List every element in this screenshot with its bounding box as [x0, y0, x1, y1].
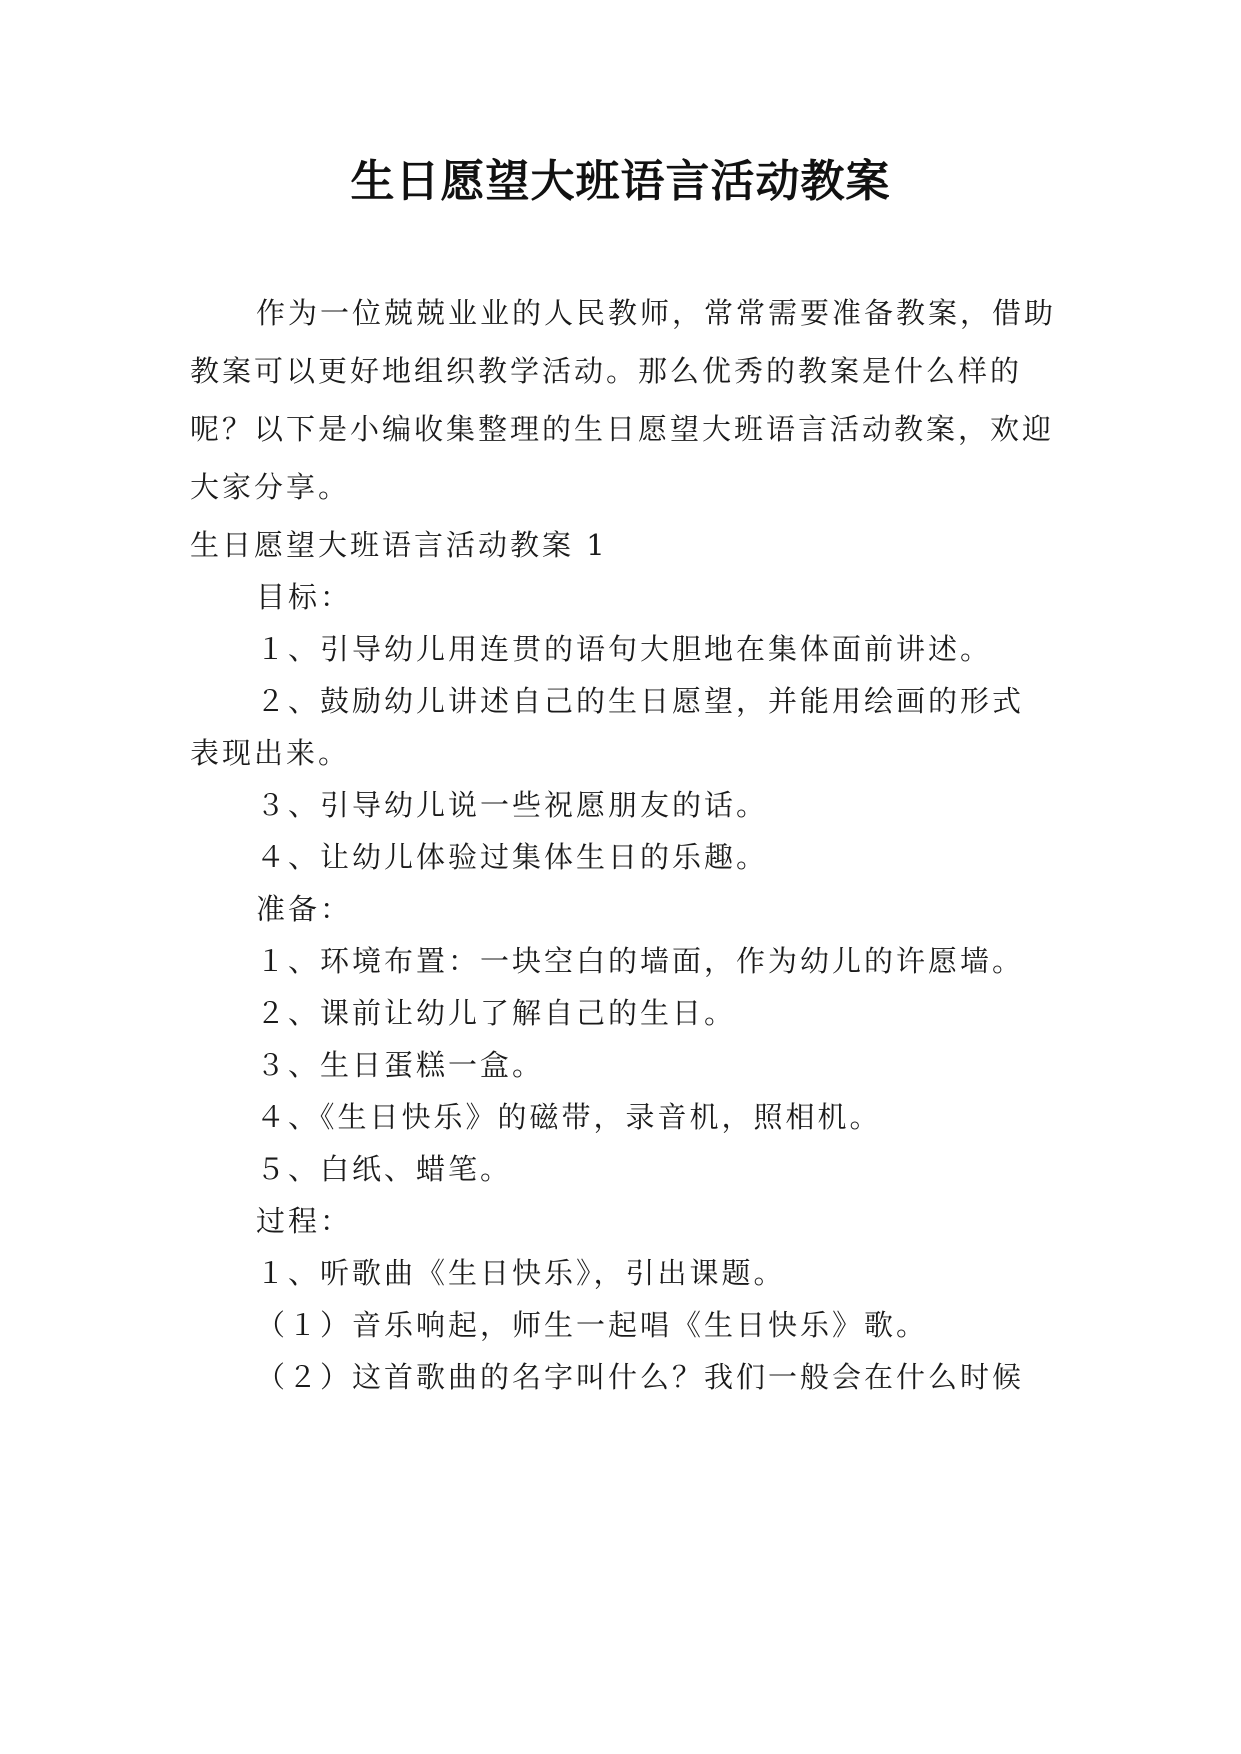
- prep-label: 准备：: [256, 892, 353, 926]
- goal-item-continued: 表现出来。: [190, 736, 351, 770]
- goal-item: ４、让幼儿体验过集体生日的乐趣。: [256, 840, 769, 874]
- section-heading: 生日愿望大班语言活动教案 1: [190, 528, 608, 562]
- process-label: 过程：: [256, 1204, 353, 1238]
- intro-paragraph: 作为一位兢兢业业的人民教师，常常需要准备教案，借助教案可以更好地组织教学活动。那么优秀的教案是什么样的呢？以下是小编收集整理的生日愿望大班语言活动教案，欢迎大家分享。: [190, 296, 1057, 504]
- goals-label: 目标：: [256, 580, 353, 614]
- goal-item: ２、鼓励幼儿讲述自己的生日愿望，并能用绘画的形式: [256, 684, 1025, 718]
- goal-item: １、引导幼儿用连贯的语句大胆地在集体面前讲述。: [256, 632, 993, 666]
- process-item: （１）音乐响起，师生一起唱《生日快乐》歌。: [256, 1308, 929, 1342]
- process-item: （２）这首歌曲的名字叫什么？我们一般会在什么时候: [256, 1360, 1025, 1394]
- prep-item: １、环境布置：一块空白的墙面，作为幼儿的许愿墙。: [256, 944, 1025, 978]
- prep-item: ４、《生日快乐》的磁带，录音机，照相机。: [256, 1100, 882, 1134]
- prep-item: ５、白纸、蜡笔。: [256, 1152, 513, 1186]
- process-item: １、听歌曲《生日快乐》，引出课题。: [256, 1256, 786, 1290]
- document-title: 生日愿望大班语言活动教案: [350, 156, 891, 207]
- prep-item: ３、生日蛋糕一盒。: [256, 1048, 545, 1082]
- goal-item: ３、引导幼儿说一些祝愿朋友的话。: [256, 788, 769, 822]
- prep-item: ２、课前让幼儿了解自己的生日。: [256, 996, 737, 1030]
